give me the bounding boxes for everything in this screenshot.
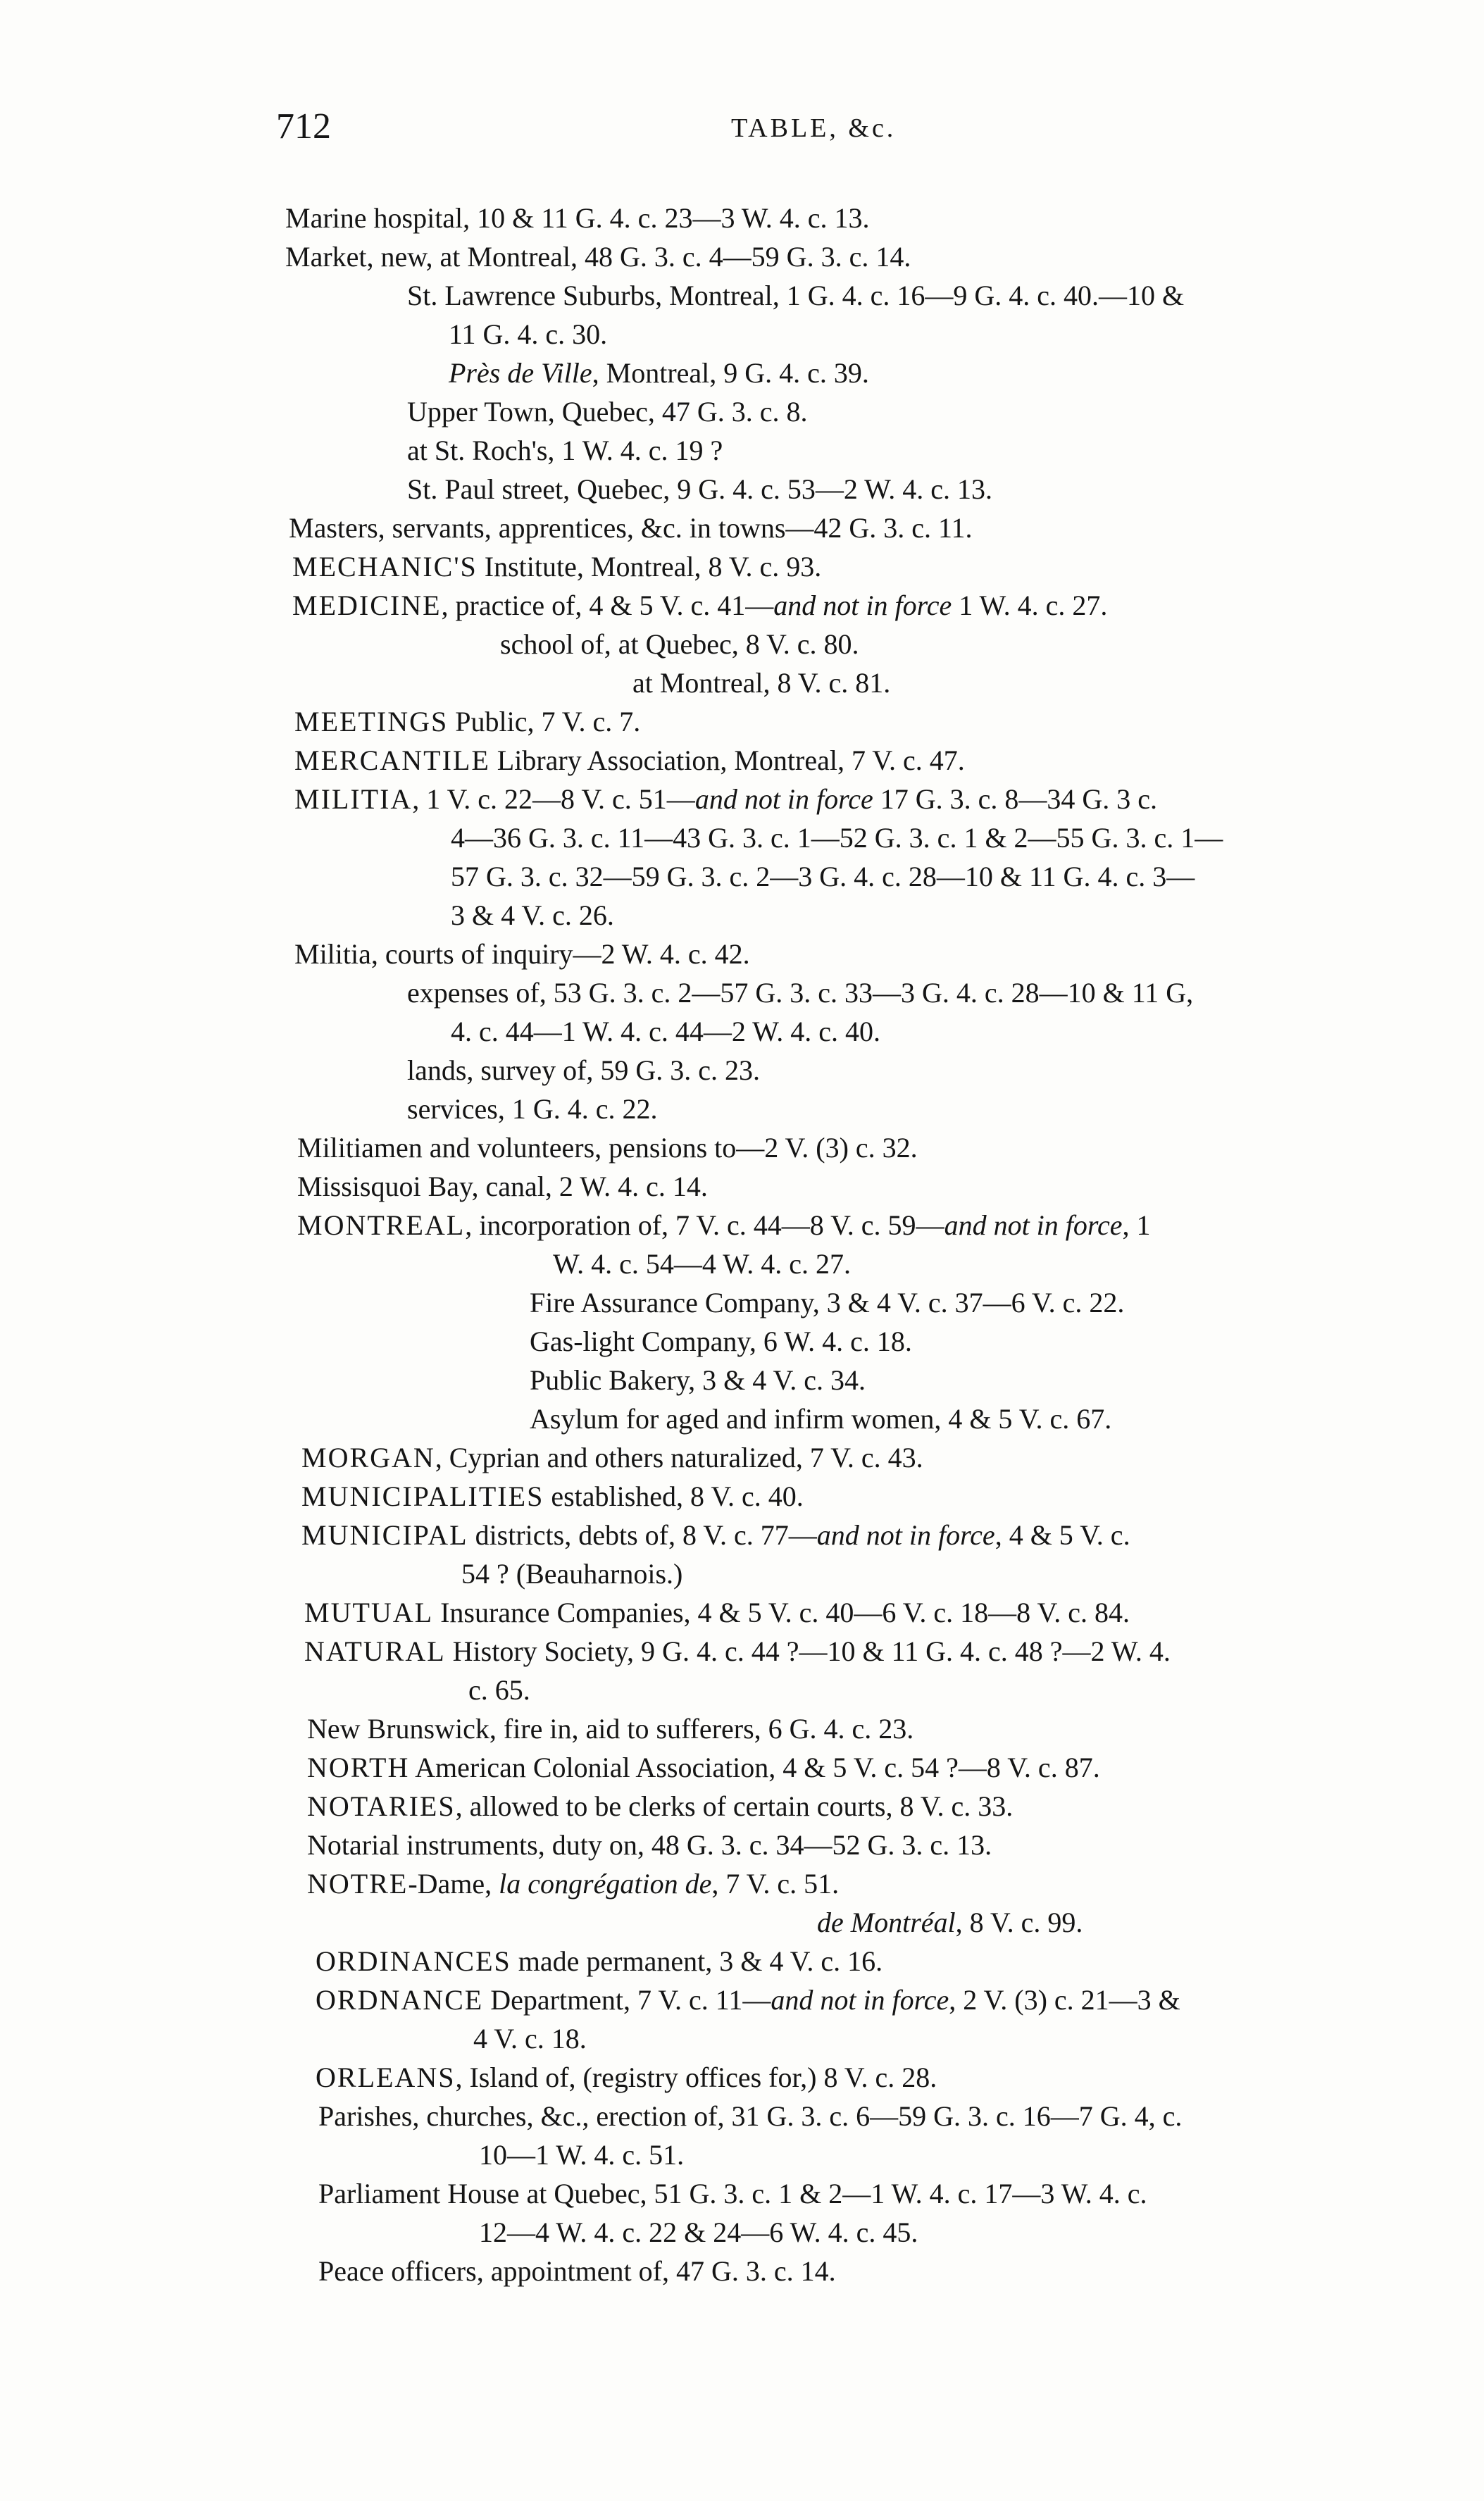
- index-line: [451, 821, 1223, 856]
- entry-text: Asylum for aged and infirm women, 4 & 5 V. c. 67.: [530, 1403, 1112, 1435]
- entry-text: Missisquoi Bay, canal, 2 W. 4. c. 14.: [297, 1171, 708, 1202]
- index-line: [407, 1092, 657, 1127]
- entry-text: 11 G. 4. c. 30.: [449, 318, 608, 350]
- index-line: [468, 1673, 530, 1708]
- index-line: [285, 201, 870, 236]
- entry-text: Library Association, Montreal, 7 V. c. 47.: [490, 744, 965, 776]
- entry-text: c. 65.: [468, 1674, 530, 1706]
- entry-text: History Society, 9 G. 4. c. 44 ?—10 & 11 G. 4. c. 48 ?—2 W. 4.: [445, 1635, 1171, 1667]
- entry-heading: NATURAL: [304, 1635, 446, 1667]
- index-line: [632, 666, 890, 701]
- entry-text: Insurance Companies, 4 & 5 V. c. 40—6 V. c. 18—8 V. c. 84.: [433, 1597, 1130, 1628]
- entry-heading: MORGAN: [301, 1442, 435, 1473]
- entry-text: Masters, servants, apprentices, &c. in towns—42 G. 3. c. 11.: [289, 512, 973, 544]
- entry-italic: and not in force: [816, 1519, 995, 1551]
- entry-text: -Dame,: [408, 1868, 499, 1900]
- running-title: TABLE, &c.: [731, 113, 897, 143]
- entry-text: , 4 & 5 V. c.: [994, 1519, 1130, 1551]
- entry-text: 4 V. c. 18.: [473, 2023, 587, 2054]
- index-line: [297, 1208, 1151, 1243]
- entry-heading: MECHANIC'S: [292, 551, 478, 582]
- entry-heading: NORTH: [307, 1752, 410, 1783]
- entry-text: , Island of, (registry offices for,) 8 V. c. 28.: [455, 2062, 937, 2093]
- entry-text: , 1 V. c. 22—8 V. c. 51—: [412, 783, 695, 815]
- index-line: [461, 1557, 682, 1592]
- entry-italic: la congrégation de: [499, 1868, 712, 1900]
- entry-text: , 2 V. (3) c. 21—3 &: [949, 1984, 1180, 2016]
- index-line: [307, 1866, 839, 1902]
- index-line: [407, 975, 1193, 1011]
- entry-text: Militia, courts of inquiry—2 W. 4. c. 42.: [294, 938, 750, 970]
- entry-text: 4. c. 44—1 W. 4. c. 44—2 W. 4. c. 40.: [451, 1016, 880, 1047]
- index-line: [530, 1285, 1124, 1321]
- entry-text: established, 8 V. c. 40.: [544, 1480, 804, 1512]
- entry-text: 4—36 G. 3. c. 11—43 G. 3. c. 1—52 G. 3. c. 1 & 2—55 G. 3. c. 1—: [451, 822, 1223, 854]
- index-line: [285, 239, 911, 275]
- index-line: [318, 2254, 836, 2289]
- entry-heading: MILITIA: [294, 783, 413, 815]
- entry-heading: MUNICIPAL: [301, 1519, 468, 1551]
- entry-text: , 7 V. c. 51.: [711, 1868, 840, 1900]
- index-line: [407, 472, 992, 507]
- entry-text: , Cyprian and others naturalized, 7 V. c. 43.: [435, 1442, 923, 1473]
- index-line: [316, 2060, 937, 2095]
- index-line: [297, 1169, 708, 1204]
- entry-text: 17 G. 3. c. 8—34 G. 3 c.: [873, 783, 1158, 815]
- entry-text: New Brunswick, fire in, aid to sufferers, 6 G. 4. c. 23.: [307, 1713, 914, 1745]
- index-line: [307, 1828, 992, 1863]
- index-line: [294, 937, 750, 972]
- entry-text: expenses of, 53 G. 3. c. 2—57 G. 3. c. 33—3 G. 4. c. 28—10 & 11 G,: [407, 977, 1194, 1009]
- entry-italic: and not in force: [694, 783, 873, 815]
- index-line: [294, 704, 640, 740]
- entry-text: Upper Town, Quebec, 47 G. 3. c. 8.: [407, 396, 808, 428]
- entry-text: , 8 V. c. 99.: [955, 1907, 1083, 1938]
- index-line: [479, 2215, 918, 2250]
- entry-text: 3 & 4 V. c. 26.: [451, 899, 614, 931]
- entry-italic: and not in force: [773, 590, 952, 621]
- entry-text: 54 ? (Beauharnois.): [461, 1558, 683, 1590]
- index-line: [407, 394, 808, 430]
- index-line: [530, 1402, 1111, 1437]
- entry-heading: MUTUAL: [304, 1597, 434, 1628]
- index-line: [817, 1905, 1083, 1940]
- entry-text: Parliament House at Quebec, 51 G. 3. c. 1 & 2—1 W. 4. c. 17—3 W. 4. c.: [318, 2178, 1147, 2209]
- index-line: [289, 511, 973, 546]
- index-line: [407, 278, 1184, 313]
- index-line: [318, 2176, 1147, 2212]
- entry-heading: NOTARIES: [307, 1790, 456, 1822]
- entry-heading: ORLEANS: [316, 2062, 456, 2093]
- index-line: [553, 1247, 851, 1282]
- index-line: [451, 1014, 880, 1049]
- entry-italic: and not in force: [944, 1209, 1123, 1241]
- page-number: 712: [276, 106, 331, 146]
- entry-text: St. Lawrence Suburbs, Montreal, 1 G. 4. c. 16—9 G. 4. c. 40.—10 &: [407, 280, 1185, 311]
- entry-text: , 1: [1122, 1209, 1151, 1241]
- index-line: [304, 1634, 1171, 1669]
- index-line: [292, 588, 1107, 623]
- index-line: [297, 1130, 918, 1166]
- index-line: [301, 1479, 804, 1514]
- entry-text: , allowed to be clerks of certain courts, 8 V. c. 33.: [455, 1790, 1014, 1822]
- entry-text: Market, new, at Montreal, 48 G. 3. c. 4—59 G. 3. c. 14.: [285, 241, 911, 273]
- index-line: [451, 859, 1195, 894]
- entry-italic: Près de Ville: [449, 357, 592, 389]
- index-line: [304, 1595, 1130, 1630]
- entry-text: , practice of, 4 & 5 V. c. 41—: [441, 590, 774, 621]
- index-line: [316, 1944, 883, 1979]
- entry-text: St. Paul street, Quebec, 9 G. 4. c. 53—2 W. 4. c. 13.: [407, 473, 992, 505]
- entry-text: Department, 7 V. c. 11—: [483, 1984, 771, 2016]
- index-line: [407, 1053, 760, 1088]
- entry-heading: MEDICINE: [292, 590, 442, 621]
- entry-heading: ORDINANCES: [316, 1945, 511, 1977]
- entry-text: services, 1 G. 4. c. 22.: [407, 1093, 658, 1125]
- index-line: [530, 1363, 866, 1398]
- index-line: [292, 549, 821, 585]
- entry-text: school of, at Quebec, 8 V. c. 80.: [500, 628, 859, 660]
- entry-text: at Montreal, 8 V. c. 81.: [632, 667, 891, 699]
- index-line: [316, 1983, 1180, 2018]
- entry-text: , Montreal, 9 G. 4. c. 39.: [592, 357, 869, 389]
- index-line: [530, 1324, 912, 1359]
- entry-text: 10—1 W. 4. c. 51.: [479, 2139, 685, 2171]
- entry-text: at St. Roch's, 1 W. 4. c. 19 ?: [407, 435, 723, 466]
- index-line: [307, 1711, 914, 1747]
- index-line: [301, 1440, 923, 1476]
- index-line: [479, 2138, 684, 2173]
- index-line: [294, 743, 965, 778]
- page-header: [0, 106, 1484, 155]
- entry-text: 57 G. 3. c. 32—59 G. 3. c. 2—3 G. 4. c. 28—10 & 11 G. 4. c. 3—: [451, 861, 1195, 892]
- entry-heading: MONTREAL: [297, 1209, 466, 1241]
- index-line: [473, 2021, 587, 2057]
- entry-text: 12—4 W. 4. c. 22 & 24—6 W. 4. c. 45.: [479, 2216, 918, 2248]
- index-line: [449, 356, 869, 391]
- index-line: [294, 782, 1157, 817]
- entry-text: W. 4. c. 54—4 W. 4. c. 27.: [553, 1248, 851, 1280]
- entry-text: Institute, Montreal, 8 V. c. 93.: [477, 551, 822, 582]
- index-line: [449, 317, 607, 352]
- entry-italic: and not in force: [771, 1984, 949, 2016]
- entry-text: Gas-light Company, 6 W. 4. c. 18.: [530, 1326, 912, 1357]
- entry-heading: MEETINGS: [294, 706, 449, 737]
- entry-text: Notarial instruments, duty on, 48 G. 3. c. 34—52 G. 3. c. 13.: [307, 1829, 992, 1861]
- index-line: [451, 898, 614, 933]
- entry-text: Militiamen and volunteers, pensions to—2 V. (3) c. 32.: [297, 1132, 918, 1164]
- entry-text: Peace officers, appointment of, 47 G. 3. c. 14.: [318, 2255, 836, 2287]
- entry-heading: ORDNANCE: [316, 1984, 484, 2016]
- entry-heading: MERCANTILE: [294, 744, 490, 776]
- entry-text: Marine hospital, 10 & 11 G. 4. c. 23—3 W. 4. c. 13.: [285, 202, 870, 234]
- entry-heading: NOTRE: [307, 1868, 409, 1900]
- entry-text: lands, survey of, 59 G. 3. c. 23.: [407, 1054, 761, 1086]
- entry-heading: MUNICIPALITIES: [301, 1480, 544, 1512]
- entry-text: American Colonial Association, 4 & 5 V. c. 54 ?—8 V. c. 87.: [409, 1752, 1100, 1783]
- index-line: [500, 627, 859, 662]
- index-line: [318, 2099, 1182, 2134]
- index-line: [307, 1789, 1013, 1824]
- entry-text: Fire Assurance Company, 3 & 4 V. c. 37—6 V. c. 22.: [530, 1287, 1125, 1318]
- entry-italic: de Montréal: [817, 1907, 956, 1938]
- entry-text: , incorporation of, 7 V. c. 44—8 V. c. 59—: [465, 1209, 944, 1241]
- entry-text: 1 W. 4. c. 27.: [952, 590, 1108, 621]
- entry-text: districts, debts of, 8 V. c. 77—: [468, 1519, 817, 1551]
- entry-text: Public, 7 V. c. 7.: [448, 706, 641, 737]
- entry-text: Public Bakery, 3 & 4 V. c. 34.: [530, 1364, 866, 1396]
- entry-text: made permanent, 3 & 4 V. c. 16.: [511, 1945, 883, 1977]
- entry-text: Parishes, churches, &c., erection of, 31 G. 3. c. 6—59 G. 3. c. 16—7 G. 4, c.: [318, 2100, 1183, 2132]
- index-line: [407, 433, 723, 468]
- index-line: [301, 1518, 1130, 1553]
- index-line: [307, 1750, 1100, 1785]
